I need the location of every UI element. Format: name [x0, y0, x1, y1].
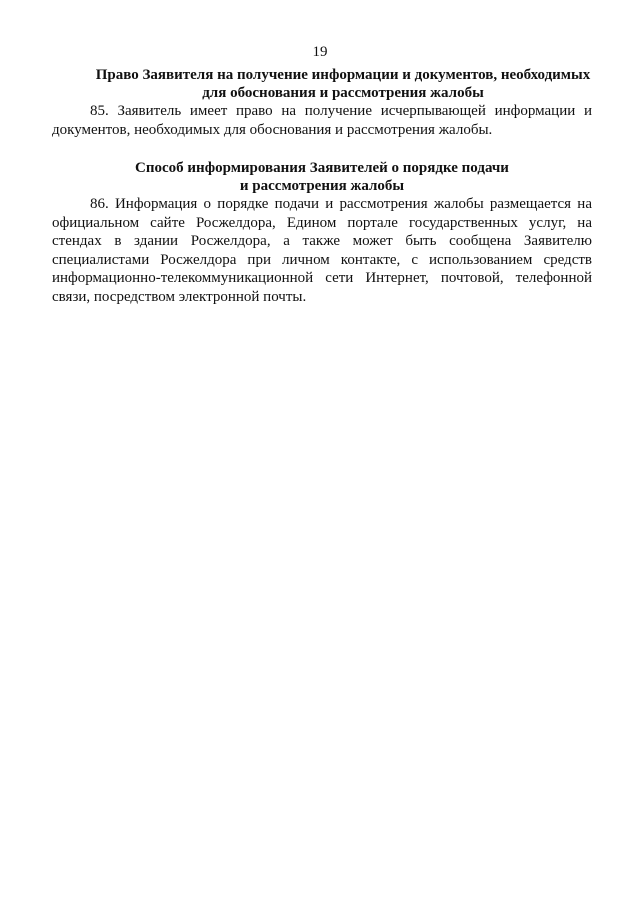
section-heading-informing-method [52, 159, 592, 195]
page-number: 19 [312, 44, 328, 60]
heading-line: и рассмотрения жалобы [239, 178, 405, 194]
heading-line: для обоснования и рассмотрения жалобы [202, 85, 484, 101]
paragraph-85: 85. Заявитель имеет право на получение исчерпывающей информации и документов, необходимых для обоснования и рассмотрения жалобы. [52, 103, 592, 138]
heading-line: Способ информирования Заявителей о порядке подачи [135, 160, 509, 176]
paragraph-86: 86. Информация о порядке подачи и рассмотрения жалобы размещается на официальном сайте Росжелдора, Едином портале государственных услуг, на стендах в здании Росжелдора, а также может быть сообщена Заявителю специалистами Росжелдора при личном контакте, с использованием средств информационно-телекоммуникационной сети Интернет, почтовой, телефонной связи, посредством электронной почты. [52, 196, 592, 305]
document-body [52, 66, 592, 306]
section-heading-right-to-information [52, 66, 592, 102]
heading-line: Право Заявителя на получение информации и документов, необходимых [95, 67, 591, 83]
